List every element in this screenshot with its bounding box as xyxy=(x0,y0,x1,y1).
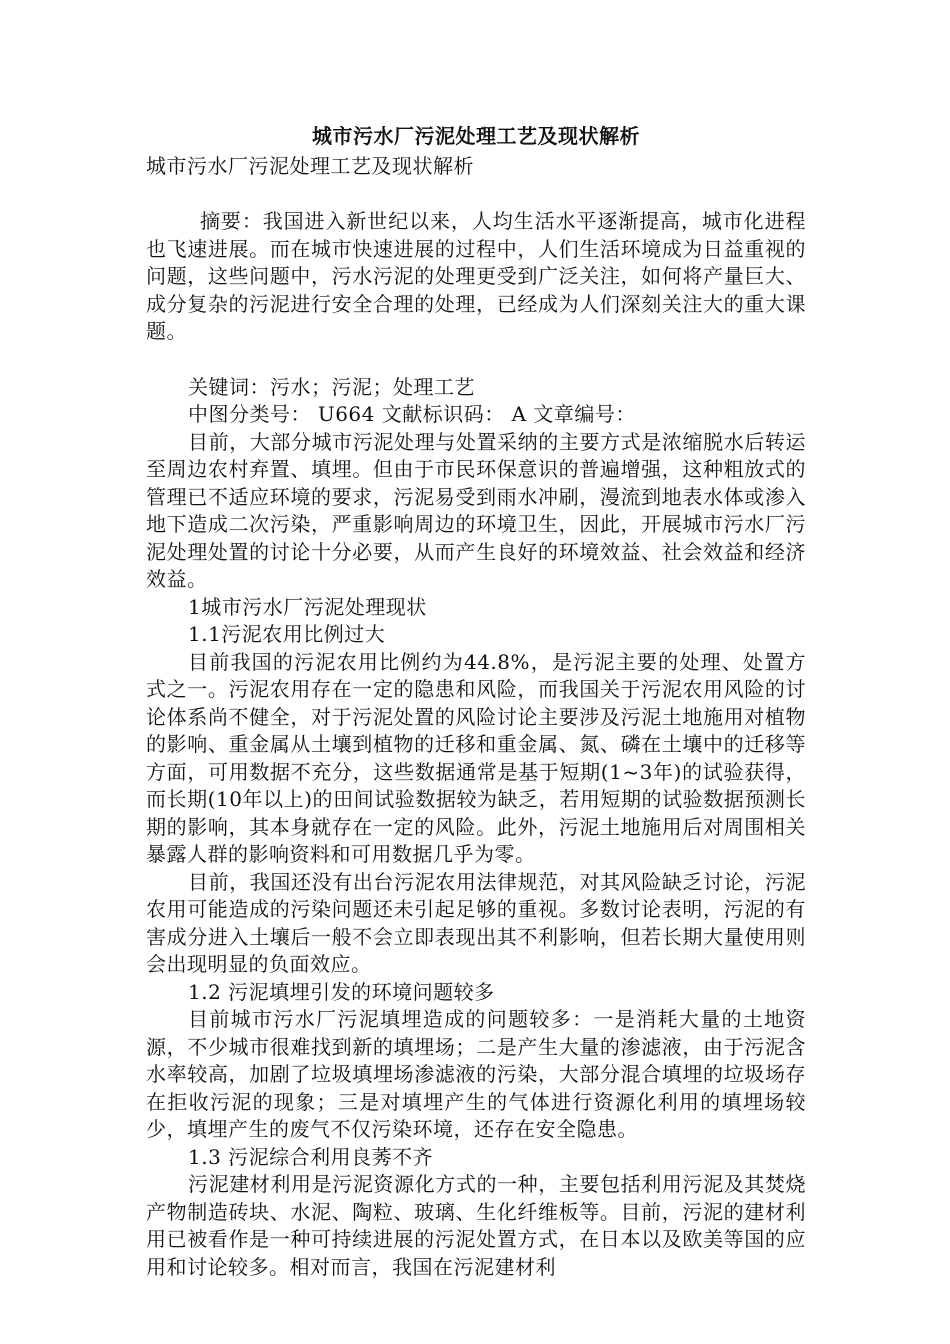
section-heading-1-2: 1.2 污泥填埋引发的环境问题较多 xyxy=(188,979,495,1004)
spacer xyxy=(146,180,806,208)
classification-line: 中图分类号： U664 文献标识码： A 文章编号： xyxy=(188,402,636,426)
spacer xyxy=(146,346,806,374)
paragraph-1-1-a: 目前我国的污泥农用比例约为44.8%，是污泥主要的处理、处置方式之一。污泥农用存在一定的隐患和风险，而我国关于污泥农用风险的讨论体系尚不健全，对于污泥处置的风险讨论主要涉及污泥土地施用对植物的影响、重金属从土壤到植物的迁移和重金属、氮、磷在土壤中的迁移等方面，可用数据不充分，这些数据通常是基于短期(1~3年)的试验获得，而长期(10年以上)的田间试验数据较为缺乏，若用短期的试验数据预测长期的影响，其本身就存在一定的风险。此外，污泥土地施用后对周围相关暴露人群的影响资料和可用数据几乎为零。 xyxy=(146,649,806,866)
keywords-line: 关键词：污水；污泥；处理工艺 xyxy=(188,374,475,399)
section-heading-1: 1城市污水厂污泥处理现状 xyxy=(188,594,427,619)
document-subtitle: 城市污水厂污泥处理工艺及现状解析 xyxy=(146,154,474,178)
section-heading-1-3: 1.3 污泥综合利用良莠不齐 xyxy=(188,1144,434,1169)
document-title: 城市污水厂污泥处理工艺及现状解析 xyxy=(312,124,640,148)
paragraph-1-2: 目前城市污水厂污泥填埋造成的问题较多：一是消耗大量的土地资源，不少城市很难找到新的填埋场；二是产生大量的渗滤液，由于污泥含水率较高，加剧了垃圾填埋场渗滤液的污染，大部分混合填埋的垃圾场存在拒收污泥的现象；三是对填埋产生的气体进行资源化利用的填埋场较少，填埋产生的废气不仅污染环境，还存在安全隐患。 xyxy=(146,1007,806,1141)
abstract-paragraph: 摘要：我国进入新世纪以来，人均生活水平逐渐提高，城市化进程也飞速进展。而在城市快速进展的过程中，人们生活环境成为日益重视的问题，这些问题中，污水污泥的处理更受到广泛关注，如何将产量巨大、成分复杂的污泥进行安全合理的处理，已经成为人们深刻关注大的重大课题。 xyxy=(146,209,806,343)
intro-paragraph: 目前，大部分城市污泥处理与处置采纳的主要方式是浓缩脱水后转运至周边农村弃置、填埋。但由于市民环保意识的普遍增强，这种粗放式的管理已不适应环境的要求，污泥易受到雨水冲刷，漫流到地表水体或渗入地下造成二次污染，严重影响周边的环境卫生，因此，开展城市污水厂污泥处理处置的讨论十分必要，从而产生良好的环境效益、社会效益和经济效益。 xyxy=(146,429,806,591)
paragraph-1-1-b: 目前，我国还没有出台污泥农用法律规范，对其风险缺乏讨论，污泥农用可能造成的污染问题还未引起足够的重视。多数讨论表明，污泥的有害成分进入土壤后一般不会立即表现出其不利影响，但若长期大量使用则会出现明显的负面效应。 xyxy=(146,869,806,976)
document-page xyxy=(146,120,806,1281)
section-heading-1-1: 1.1污泥农用比例过大 xyxy=(188,622,386,646)
paragraph-1-3: 污泥建材利用是污泥资源化方式的一种，主要包括利用污泥及其焚烧产物制造砖块、水泥、陶粒、玻璃、生化纤维板等。目前，污泥的建材利用已被看作是一种可持续进展的污泥处置方式，在日本以及欧美等国的应用和讨论较多。相对而言，我国在污泥建材利 xyxy=(146,1172,806,1279)
